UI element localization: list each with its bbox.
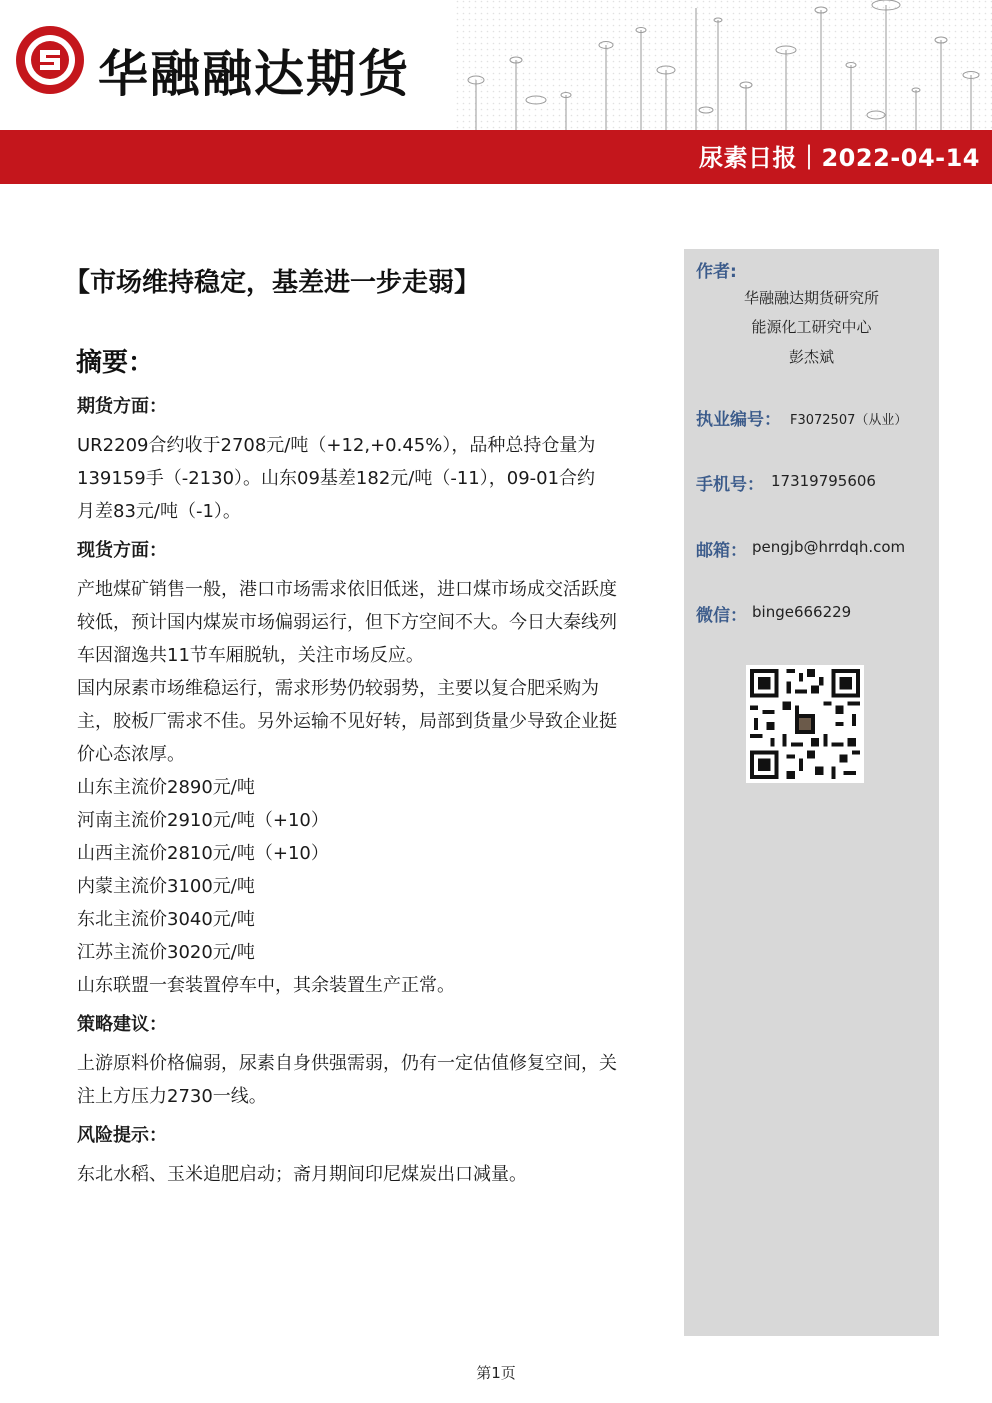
page-number: 第1页 [476, 1364, 516, 1382]
paragraph-line: UR2209合约收于2708元/吨（+12,+0.45%），品种总持仓量为 [77, 435, 596, 456]
paragraph-line: 主，胶板厂需求不佳。另外运输不见好转，局部到货量少导致企业挺 [77, 711, 617, 732]
paragraph-line: 上游原料价格偏弱，尿素自身供强需弱，仍有一定估值修复空间，关 [77, 1053, 617, 1074]
author-sidebar [684, 249, 939, 1336]
paragraph-line: 东北水稻、玉米追肥启动；斋月期间印尼煤炭出口减量。 [77, 1164, 527, 1185]
paragraph-line: 车因溜逸共11节车厢脱轨，关注市场反应。 [77, 645, 424, 666]
paragraph-line: 较低，预计国内煤炭市场偏弱运行，但下方空间不大。今日大秦线列 [77, 612, 617, 633]
section-title-risk: 风险提示： [77, 1125, 167, 1146]
page-header [0, 0, 992, 130]
main-content [77, 390, 657, 1191]
section-title-futures: 期货方面： [77, 396, 167, 417]
author-dept: 能源化工研究中心 [751, 318, 872, 336]
price-line: 河南主流价2910元/吨（+10） [77, 810, 329, 831]
email-value[interactable]: pengjb@hrrdqh.com [752, 538, 906, 556]
price-line: 东北主流价3040元/吨 [77, 909, 255, 930]
paragraph-line: 产地煤矿销售一般，港口市场需求依旧低迷，进口煤市场成交活跃度 [77, 579, 617, 600]
paragraph-line: 注上方压力2730一线。 [77, 1086, 267, 1107]
price-line: 山西主流价2810元/吨（+10） [77, 843, 329, 864]
author-org: 华融融达期货研究所 [743, 289, 879, 307]
qr-code-icon [746, 665, 864, 783]
license-value: F3072507（从业） [790, 413, 908, 428]
paragraph-line: 山东联盟一套装置停车中，其余装置生产正常。 [77, 975, 455, 996]
abstract-title: 摘要： [76, 348, 155, 378]
section-title-strategy: 策略建议： [77, 1014, 167, 1035]
price-line: 内蒙主流价3100元/吨 [77, 876, 255, 897]
company-logo-icon [12, 22, 88, 98]
wechat-value: binge666229 [752, 603, 852, 621]
price-line: 江苏主流价3020元/吨 [77, 942, 255, 963]
paragraph-line: 价心态浓厚。 [77, 744, 185, 765]
paragraph-line: 139159手（-2130）。山东09基差182元/吨（-11），09-01合约 [77, 468, 596, 489]
email-label: 邮箱： [696, 541, 747, 561]
phone-label: 手机号： [696, 475, 764, 495]
company-brand-name: 华融融达期货 [98, 44, 410, 103]
report-title: 尿素日报｜2022-04-14 [698, 144, 980, 172]
paragraph-line: 国内尿素市场维稳运行，需求形势仍较弱势，主要以复合肥采购为 [77, 678, 599, 699]
author-label: 作者: [696, 262, 737, 282]
license-label: 执业编号： [696, 410, 781, 430]
author-name: 彭杰斌 [788, 348, 834, 366]
phone-value: 17319795606 [771, 472, 876, 490]
paragraph-line: 月差83元/吨（-1）。 [77, 501, 241, 522]
price-line: 山东主流价2890元/吨 [77, 777, 255, 798]
headline: 【市场维持稳定，基差进一步走弱】 [64, 268, 481, 298]
section-title-spot: 现货方面： [77, 540, 167, 561]
header-decoration [456, 0, 992, 130]
wechat-label: 微信： [696, 606, 747, 626]
